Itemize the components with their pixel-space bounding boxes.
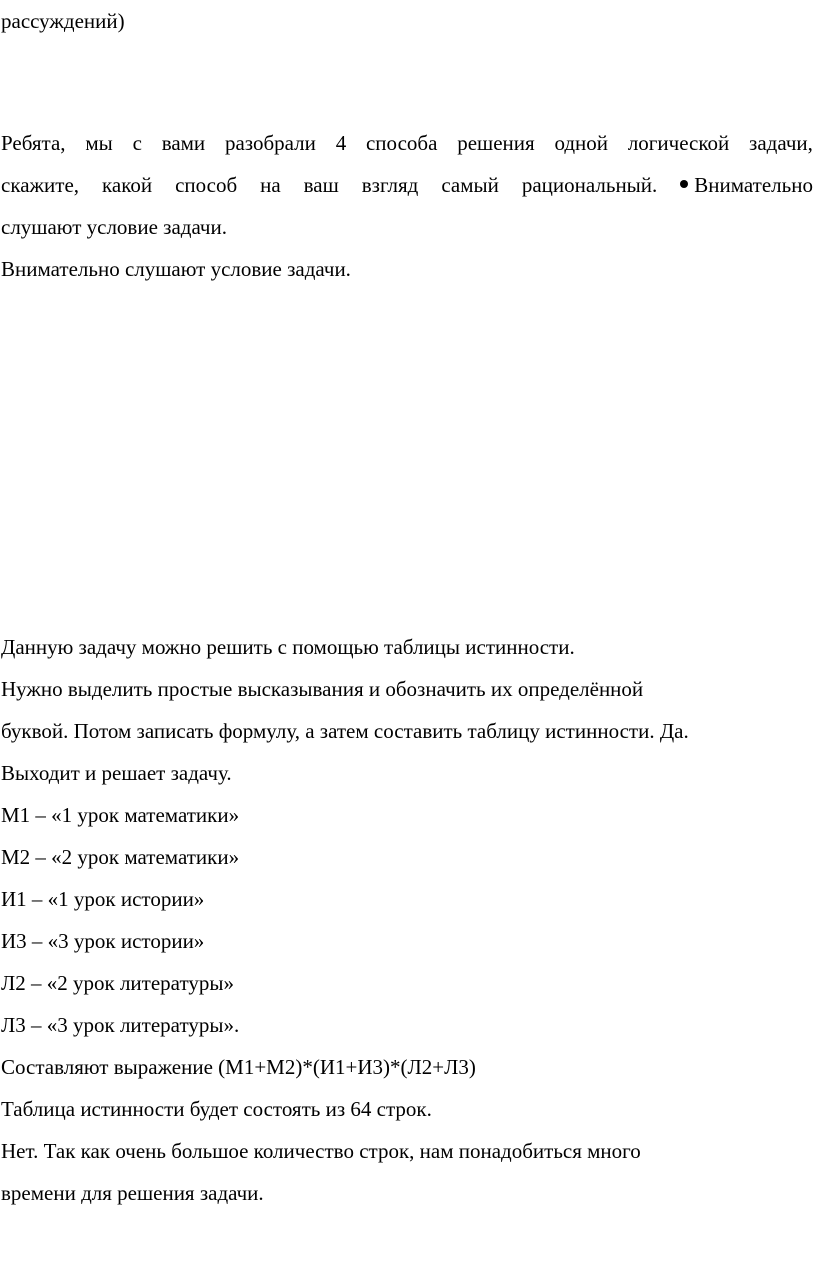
- word: Ребята,: [1, 131, 66, 155]
- paragraph-1-line-1: [1, 130, 813, 156]
- paragraph-3: Данную задачу можно решить с помощью таблицы истинности.: [1, 635, 575, 659]
- word: одной: [554, 131, 609, 155]
- paragraph-1-line-3: слушают условие задачи.: [1, 215, 227, 239]
- paragraph-4-line-1: Нужно выделить простые высказывания и обозначить их определённой: [1, 677, 644, 701]
- conclusion-line-1: Нет. Так как очень большое количество строк, нам понадобиться много: [1, 1139, 641, 1163]
- table-rows-line: Таблица истинности будет состоять из 64 строк.: [1, 1097, 432, 1121]
- word: способ: [175, 173, 238, 197]
- word: рациональный.: [521, 173, 658, 197]
- word: вами: [161, 131, 206, 155]
- statement-m2: М2 – «2 урок математики»: [1, 845, 240, 869]
- word: задачи,: [749, 131, 813, 155]
- word: 4: [335, 131, 347, 155]
- top-fragment: рассуждений): [1, 9, 125, 33]
- bullet-item: [680, 172, 813, 198]
- bullet-icon: [680, 180, 688, 188]
- word: взгляд: [361, 173, 419, 197]
- word: на: [260, 173, 281, 197]
- paragraph-1-line-2: [1, 172, 813, 198]
- expression-line: Составляют выражение (М1+М2)*(И1+И3)*(Л2+Л3): [1, 1055, 476, 1079]
- paragraph-4-line-2: буквой. Потом записать формулу, а затем составить таблицу истинности. Да.: [1, 719, 689, 743]
- word: решения: [457, 131, 535, 155]
- statement-m1: М1 – «1 урок математики»: [1, 803, 240, 827]
- conclusion-line-2: времени для решения задачи.: [1, 1181, 264, 1205]
- word: Внимательно: [694, 173, 813, 197]
- statement-i1: И1 – «1 урок истории»: [1, 887, 205, 911]
- word: какой: [102, 173, 153, 197]
- paragraph-2: Внимательно слушают условие задачи.: [1, 257, 351, 281]
- word: мы: [85, 131, 113, 155]
- word: ваш: [303, 173, 339, 197]
- word: разобрали: [224, 131, 316, 155]
- word: самый: [441, 173, 499, 197]
- statement-l3: Л3 – «3 урок литературы».: [1, 1013, 240, 1037]
- word: с: [132, 131, 142, 155]
- paragraph-5: Выходит и решает задачу.: [1, 761, 232, 785]
- word: скажите,: [1, 173, 80, 197]
- word: логической: [627, 131, 730, 155]
- statement-l2: Л2 – «2 урок литературы»: [1, 971, 234, 995]
- word: способа: [365, 131, 438, 155]
- statement-i3: И3 – «3 урок истории»: [1, 929, 205, 953]
